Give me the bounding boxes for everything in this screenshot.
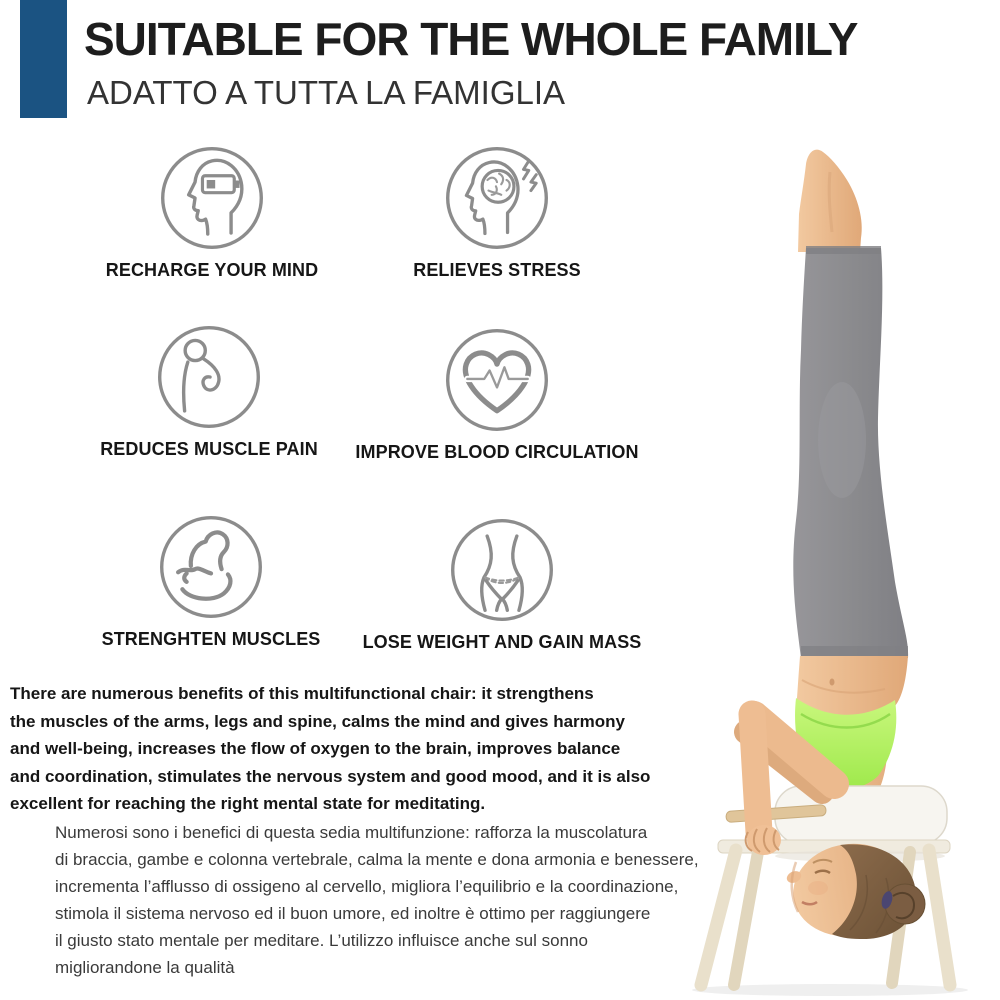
bent-person-back-pain-icon bbox=[156, 324, 262, 430]
description-italian: Numerosi sono i benefici di questa sedia multifunzione: rafforza la muscolatura di braccia, gambe e colonna vertebrale, calma la mente e dona armonia e benessere, incrementa l’afflusso di ossigeno al cervello, migliora l’equilibrio e la coordinazione, stimola il sistema nervoso ed il buon umore, ed inoltre è ottimo per raggiungere il giusto stato mentale per meditare. L’utilizzo influisce anche sul sonno migliorandone la qualità bbox=[55, 823, 699, 977]
page-subtitle: ADATTO A TUTTA LA FAMIGLIA bbox=[87, 74, 566, 111]
benefit-label: RECHARGE YOUR MIND bbox=[105, 260, 319, 280]
benefit-relieves-stress bbox=[347, 145, 647, 281]
heart-pulse-icon bbox=[444, 327, 550, 433]
product-photo-yoga-inversion-chair bbox=[680, 140, 1000, 1000]
flexed-bicep-icon bbox=[158, 514, 264, 620]
header-accent-bar bbox=[20, 0, 67, 118]
head-battery-icon bbox=[159, 145, 265, 251]
benefit-strengthen-muscles bbox=[61, 514, 361, 650]
benefit-label: IMPROVE BLOOD CIRCULATION bbox=[355, 442, 639, 462]
description-english: There are numerous benefits of this multifunctional chair: it strengthens the muscles of the arms, legs and spine, calms the mind and gives harmony and well-being, increases the flow of oxygen to the brain, improves balance and coordination, stimulates the nervous system and good mood, and it is also excellent for reaching the right mental state for meditating. bbox=[10, 684, 651, 813]
benefit-label: LOSE WEIGHT AND GAIN MASS bbox=[362, 632, 642, 652]
page-title: SUITABLE FOR THE WHOLE FAMILY bbox=[84, 13, 858, 65]
benefit-label: RELIEVES STRESS bbox=[413, 260, 581, 280]
benefit-lose-weight-gain-mass bbox=[352, 517, 652, 653]
benefit-reduces-muscle-pain bbox=[59, 324, 359, 460]
benefit-label: REDUCES MUSCLE PAIN bbox=[100, 439, 318, 459]
yoga-headstand-illustration bbox=[680, 140, 1000, 1000]
benefit-improve-blood-circulation bbox=[347, 327, 647, 463]
waist-figure-icon bbox=[449, 517, 555, 623]
benefit-recharge-your-mind bbox=[62, 145, 362, 281]
head-brain-lightning-icon bbox=[444, 145, 550, 251]
benefit-label: STRENGHTEN MUSCLES bbox=[101, 629, 321, 649]
